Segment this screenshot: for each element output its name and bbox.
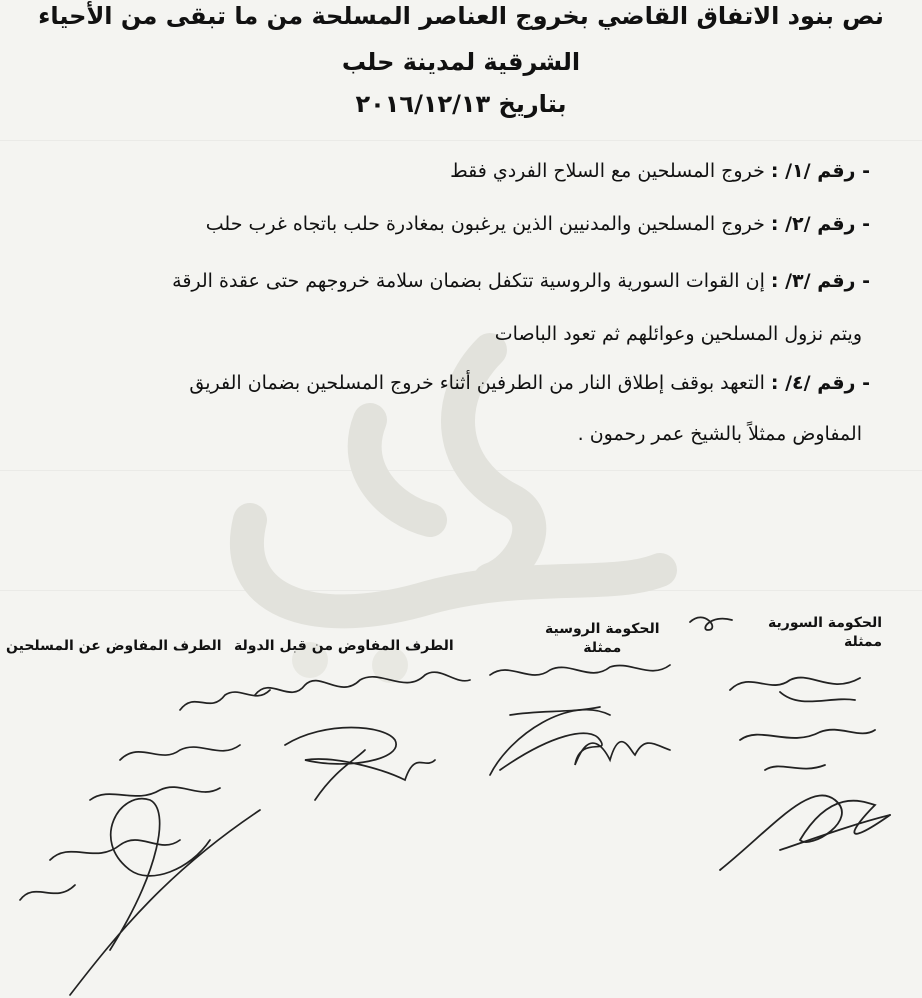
clause-label: - رقم /٢/ :: [770, 213, 870, 235]
scan-line: [0, 140, 922, 141]
clause-label: - رقم /١/ :: [770, 160, 870, 182]
clause-4-continued: المفاوض ممثلاً بالشيخ عمر رحمون .: [577, 423, 862, 445]
signatory-name: الحكومة السورية: [768, 615, 882, 631]
clause-text: خروج المسلحين مع السلاح الفردي فقط: [450, 160, 765, 182]
signatory-armed-negotiator: الطرف المفاوض عن المسلحين: [6, 638, 222, 654]
clause-text: التعهد بوقف إطلاق النار من الطرفين أثناء خروج المسلحين بضمان الفريق: [189, 372, 765, 394]
clause-label: - رقم /٤/ :: [770, 372, 870, 394]
armed-negotiator-signature: [10, 670, 280, 998]
signatory-state-negotiator: الطرف المفاوض من قبل الدولة: [234, 638, 454, 654]
clause-3-continued: ويتم نزول المسلحين وعوائلهم ثم تعود الباصات: [494, 323, 862, 345]
clause-4: [10, 374, 870, 393]
clause-text: إن القوات السورية والروسية تتكفل بضمان سلامة خروجهم حتى عقدة الرقة: [172, 270, 765, 292]
signatory-russian-government: [545, 620, 660, 658]
clause-2: [10, 215, 870, 234]
syrian-government-signature: [660, 600, 920, 880]
document-date: بتاريخ ٢٠١٦/١٢/١٣: [355, 90, 567, 118]
russian-government-signature: [470, 655, 680, 790]
clause-1: [10, 162, 870, 181]
signatory-name: الحكومة الروسية: [545, 621, 660, 637]
clause-3: [10, 272, 870, 291]
document-title: نص بنود الاتفاق القاضي بخروج العناصر المسلحة من ما تبقى من الأحياء: [38, 2, 884, 30]
document-title-line-2: الشرقية لمدينة حلب: [341, 48, 581, 76]
clause-label: - رقم /٣/ :: [770, 270, 870, 292]
signatory-role: ممثلة: [844, 633, 882, 650]
clause-text: خروج المسلحين والمدنيين الذين يرغبون بمغادرة حلب باتجاه غرب حلب: [205, 213, 765, 235]
signatory-role: ممثلة: [583, 639, 622, 656]
